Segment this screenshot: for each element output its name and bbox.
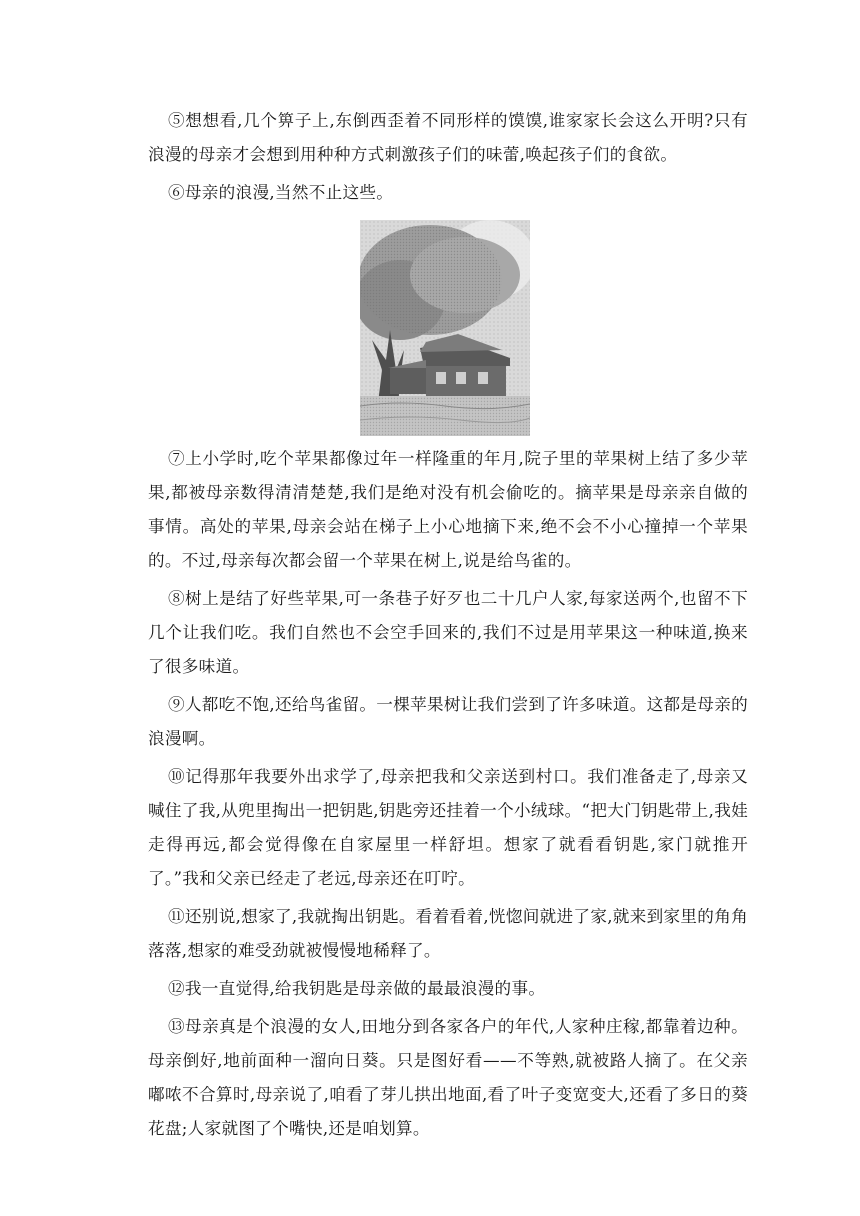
paragraph-8: ⑧树上是结了好些苹果,可一条巷子好歹也二十几户人家,每家送两个,也留不下几个让我们吃。我们自然也不会空手回来的,我们不过是用苹果这一种味道,换来了很多味道。 [148,589,748,676]
figure-container [148,220,748,438]
paragraph-13: ⑬母亲真是个浪漫的女人,田地分到各家各户的年代,人家种庄稼,都靠着边种。母亲倒好,地前面种一溜向日葵。只是图好看——不等熟,就被路人摘了。在父亲嘟哝不合算时,母亲说了,咱看了芽儿拱出地面,看了叶子变宽变大,还看了多日的葵花盘;人家就图了个嘴快,还是咱划算。 [148,1017,748,1138]
paragraph-9: ⑨人都吃不饱,还给鸟雀留。一棵苹果树让我们尝到了许多味道。这都是母亲的浪漫啊。 [148,695,748,748]
paragraph-12: ⑫我一直觉得,给我钥匙是母亲做的最最浪漫的事。 [168,979,546,998]
paragraph-5: ⑤想想看,几个箅子上,东倒西歪着不同形样的馍馍,谁家家长会这么开明?只有浪漫的母亲才会想到用种种方式刺激孩子们的味蕾,唤起孩子们的食欲。 [148,111,748,164]
document-page [148,104,748,1150]
paragraph-11: ⑪还别说,想家了,我就掏出钥匙。看着看着,恍惚间就进了家,就来到家里的角角落落,想家的难受劲就被慢慢地稀释了。 [148,907,748,960]
paragraph-7: ⑦上小学时,吃个苹果都像过年一样隆重的年月,院子里的苹果树上结了多少苹果,都被母亲数得清清楚楚,我们是绝对没有机会偷吃的。摘苹果是母亲亲自做的事情。高处的苹果,母亲会站在梯子上小心地摘下来,绝不会不小心撞掉一个苹果的。不过,母亲每次都会留一个苹果在树上,说是给鸟雀的。 [148,449,748,570]
paragraph-10: ⑩记得那年我要外出求学了,母亲把我和父亲送到村口。我们准备走了,母亲又喊住了我,从兜里掏出一把钥匙,钥匙旁还挂着一个小绒球。“把大门钥匙带上,我娃走得再远,都会觉得像在自家屋里一样舒坦。想家了就看看钥匙,家门就推开了。”我和父亲已经走了老远,母亲还在叮咛。 [148,767,748,888]
house-under-tree-illustration [360,220,530,436]
paragraph-6: ⑥母亲的浪漫,当然不止这些。 [168,183,394,202]
